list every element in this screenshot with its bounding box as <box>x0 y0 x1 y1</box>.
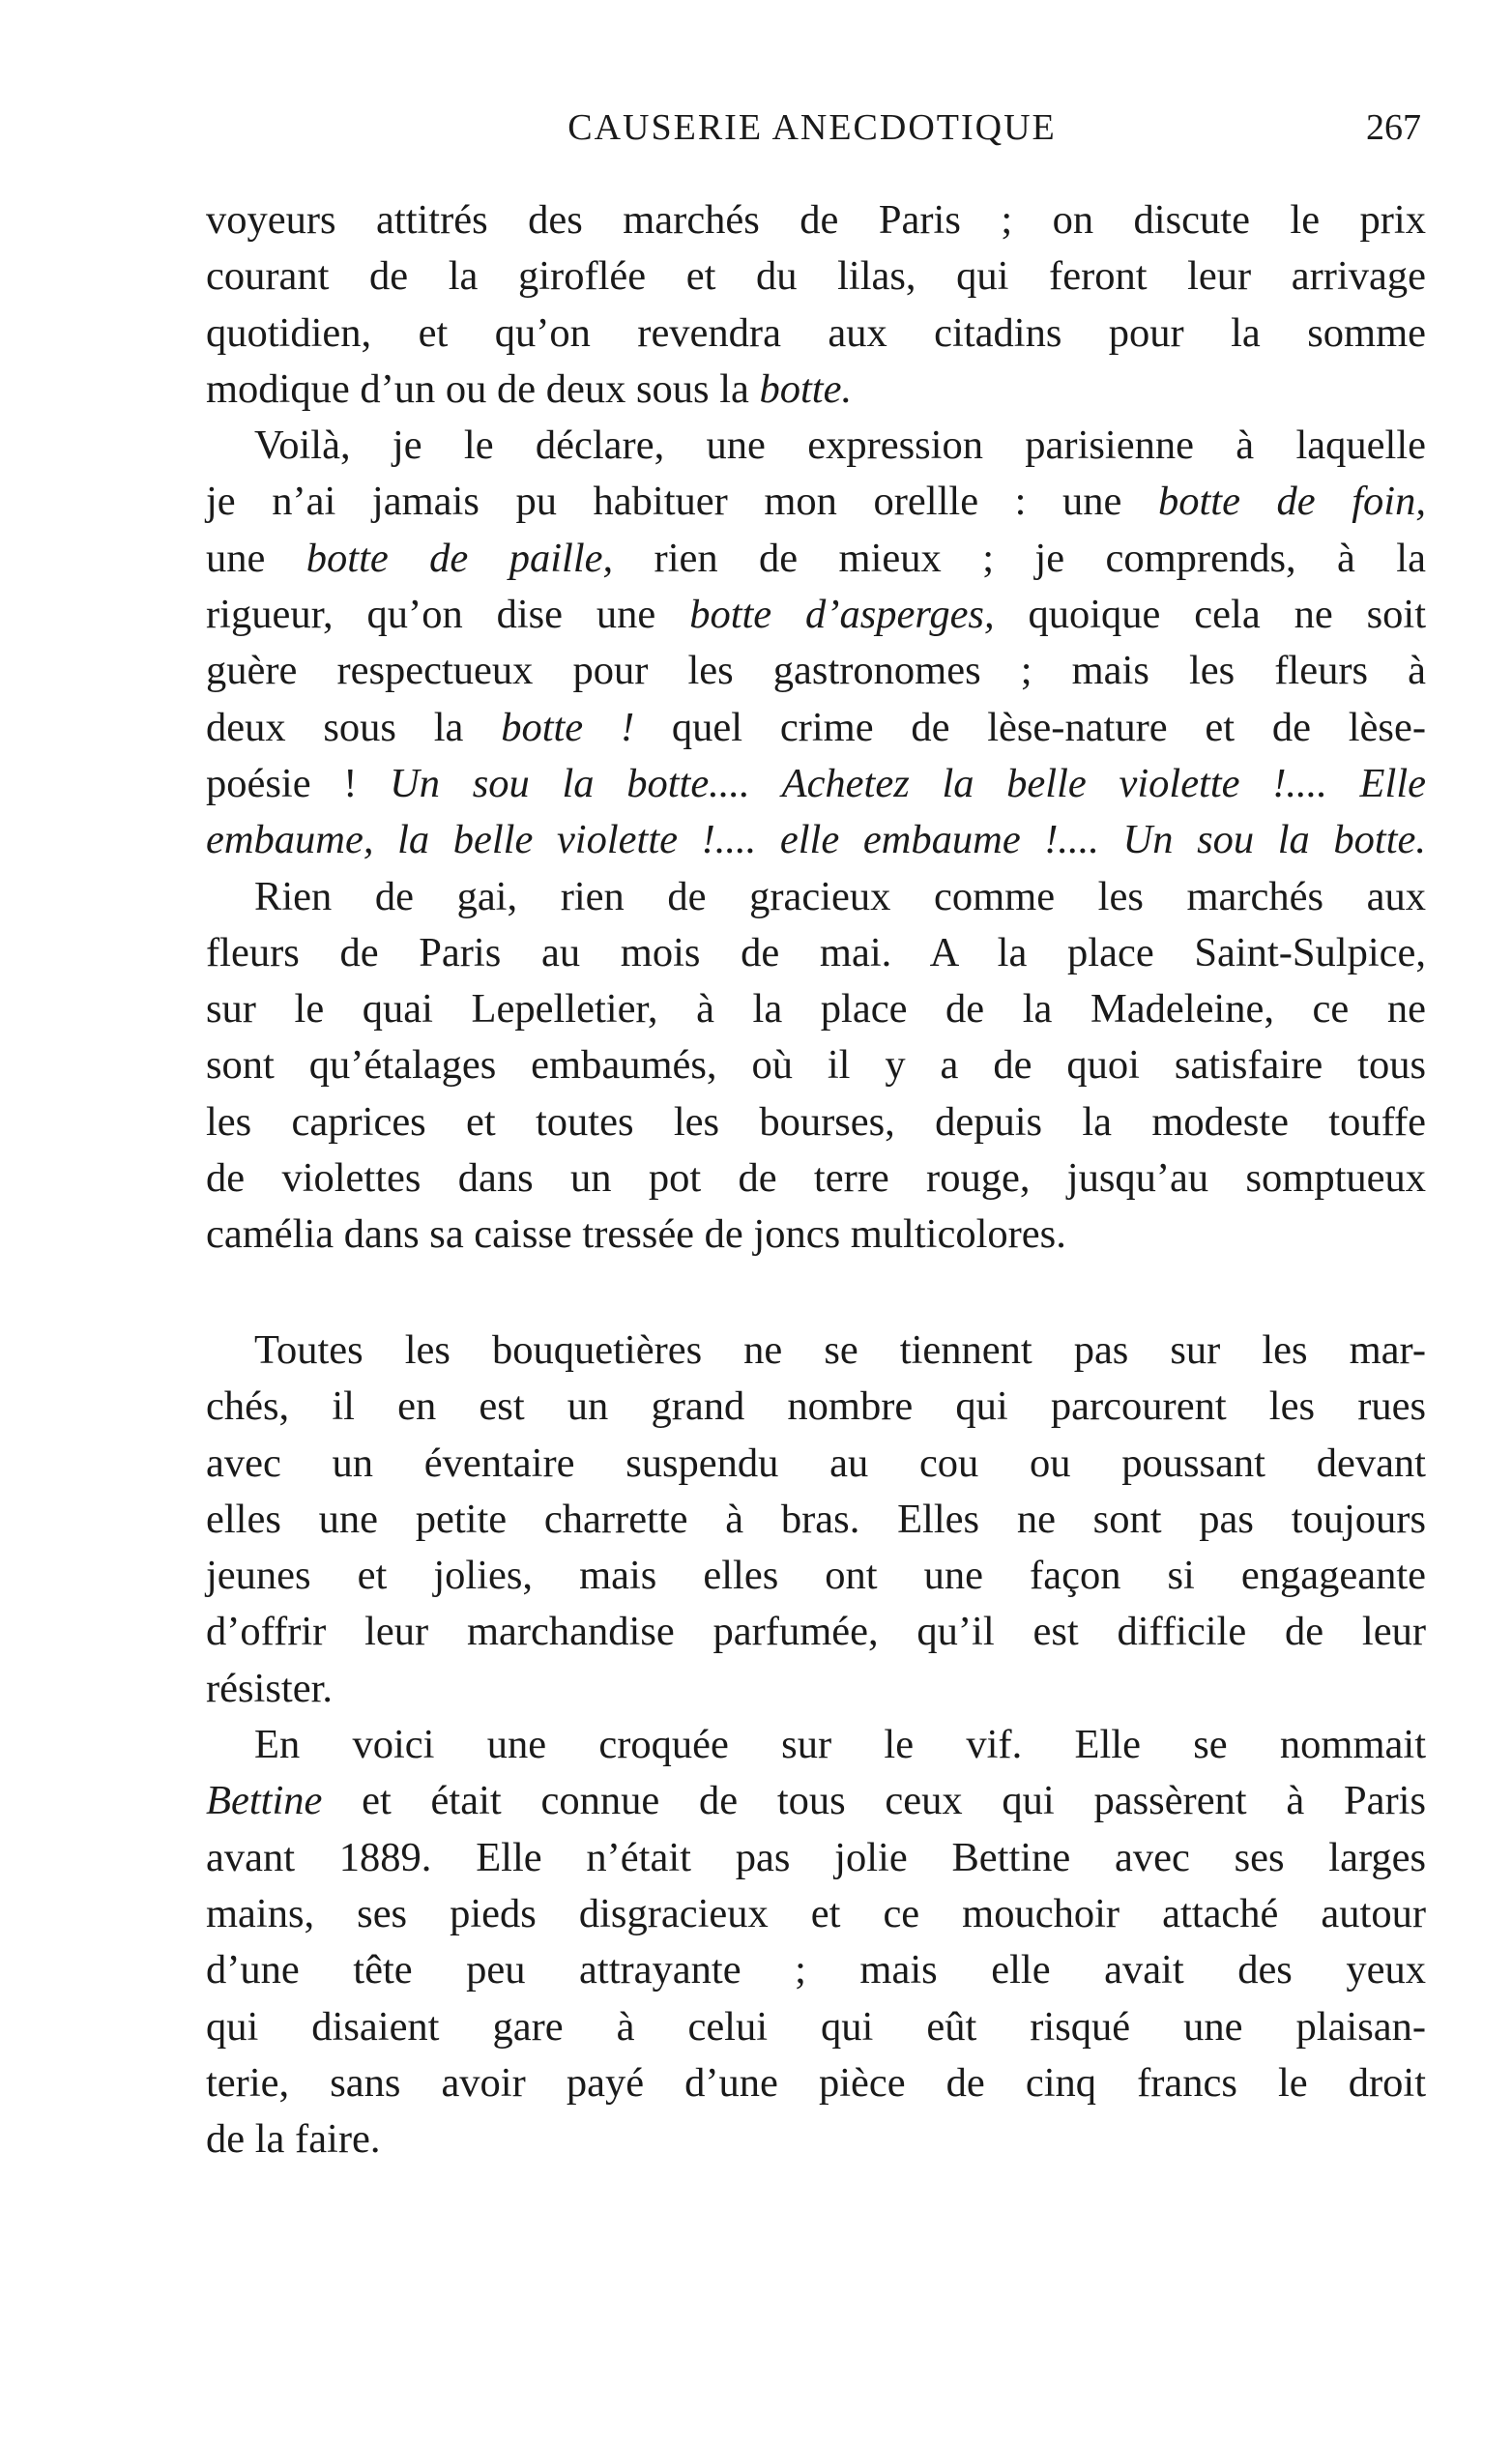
text-line <box>206 925 1426 981</box>
text-segment: deux sous la <box>206 704 502 750</box>
text-line <box>206 1773 1426 1829</box>
text-line <box>206 1548 1426 1604</box>
text-line <box>206 869 1426 925</box>
italic-text: Un sou la botte.... Achetez la belle violette !.... Elle <box>390 760 1426 806</box>
text-line <box>206 1379 1426 1435</box>
text-segment: camélia dans sa caisse tressée de joncs multicolores. <box>206 1211 1066 1258</box>
text-segment: rigueur, qu’on dise une <box>206 592 690 638</box>
italic-text: botte de paille, <box>305 535 614 581</box>
text-block-lower <box>206 1323 1426 2168</box>
italic-text: embaume, la belle violette !.... elle embaume !.... Un sou la botte. <box>206 817 1426 863</box>
text-segment: jeunes et jolies, mais elles ont une façon si engageante <box>206 1553 1426 1599</box>
text-segment: sont qu’étalages embaumés, où il y a de quoi satisfaire tous <box>206 1042 1426 1089</box>
text-line <box>206 1717 1426 1773</box>
text-segment: Voilà, je le déclare, une expression parisienne à laquelle <box>254 422 1426 469</box>
text-line <box>206 756 1426 812</box>
text-segment: les caprices et toutes les bourses, depuis la modeste touffe <box>206 1098 1426 1145</box>
text-line <box>206 248 1426 305</box>
text-line <box>206 192 1426 248</box>
text-line <box>206 362 1426 418</box>
text-segment: courant de la giroflée et du lilas, qui feront leur arrivage <box>206 253 1426 300</box>
text-line <box>206 1436 1426 1492</box>
text-segment: résister. <box>206 1665 334 1711</box>
text-segment: je n’ai jamais pu habituer mon orellle : une <box>206 479 1158 525</box>
running-title: CAUSERIE ANECDOTIQUE <box>567 107 1057 148</box>
text-line <box>206 812 1426 868</box>
text-segment: d’une tête peu attrayante ; mais elle avait des yeux <box>206 1947 1426 1993</box>
text-segment: guère respectueux pour les gastronomes ; mais les fleurs à <box>206 648 1426 694</box>
text-line <box>206 700 1426 756</box>
text-segment: quotidien, et qu’on revendra aux citadins pour la somme <box>206 309 1426 356</box>
text-segment: Rien de gai, rien de gracieux comme les marchés aux <box>254 873 1426 919</box>
text-segment: modique d’un ou de deux sous la <box>206 365 760 412</box>
text-line <box>206 1094 1426 1150</box>
text-line <box>206 1942 1426 1998</box>
page-header <box>203 106 1421 164</box>
text-segment: rien de mieux ; je comprends, à la <box>613 535 1426 581</box>
text-segment: En voici une croquée sur le vif. Elle se nommait <box>254 1722 1426 1768</box>
text-segment: voyeurs attitrés des marchés de Paris ; on discute le prix <box>206 197 1426 243</box>
text-segment: d’offrir leur marchandise parfumée, qu’il est difficile de leur <box>206 1609 1426 1655</box>
italic-text: botte de foin, <box>1157 479 1426 525</box>
text-line <box>206 643 1426 699</box>
text-segment: de violettes dans un pot de terre rouge, jusqu’au somptueux <box>206 1155 1426 1202</box>
text-segment: terie, sans avoir payé d’une pièce de cinq francs le droit <box>206 2059 1426 2106</box>
text-segment: qui disaient gare à celui qui eût risqué une plaisan- <box>206 2003 1426 2050</box>
italic-text: Bettine <box>206 1778 323 1824</box>
italic-text: botte d’asperges, <box>689 592 995 638</box>
text-segment: sur le quai Lepelletier, à la place de la Madeleine, ce ne <box>206 986 1426 1033</box>
text-segment: chés, il en est un grand nombre qui parcourent les rues <box>206 1383 1426 1430</box>
text-segment: de la faire. <box>206 2116 381 2163</box>
text-line <box>206 1999 1426 2055</box>
text-line <box>206 587 1426 643</box>
text-segment: une <box>206 535 306 581</box>
text-line <box>206 1886 1426 1942</box>
text-line <box>206 2111 1426 2168</box>
text-line <box>206 418 1426 474</box>
text-segment: elles une petite charrette à bras. Elles ne sont pas toujours <box>206 1496 1426 1542</box>
text-line <box>206 531 1426 587</box>
text-line <box>206 474 1426 530</box>
text-line <box>206 1492 1426 1548</box>
text-line <box>206 1150 1426 1207</box>
text-line <box>206 1323 1426 1379</box>
text-segment: avec un éventaire suspendu au cou ou poussant devant <box>206 1440 1426 1486</box>
text-segment: et était connue de tous ceux qui passèrent à Paris <box>322 1778 1426 1824</box>
text-segment: fleurs de Paris au mois de mai. A la place Saint-Sulpice, <box>206 929 1426 975</box>
text-block-upper <box>206 192 1426 1264</box>
italic-text: botte ! <box>501 704 635 750</box>
text-segment: quel crime de lèse-nature et de lèse- <box>634 704 1426 750</box>
text-line <box>206 2055 1426 2111</box>
text-line <box>206 981 1426 1037</box>
text-line <box>206 1604 1426 1660</box>
text-line <box>206 1037 1426 1093</box>
text-segment: Toutes les bouquetières ne se tiennent pas sur les mar- <box>254 1327 1426 1373</box>
italic-text: botte. <box>759 365 853 412</box>
text-segment: quoique cela ne soit <box>994 592 1426 638</box>
text-segment: mains, ses pieds disgracieux et ce mouchoir attaché autour <box>206 1890 1426 1936</box>
text-segment: avant 1889. Elle n’était pas jolie Bettine avec ses larges <box>206 1834 1426 1880</box>
text-line <box>206 1661 1426 1717</box>
text-line <box>206 1207 1426 1263</box>
page-number: 267 <box>1366 107 1421 148</box>
text-segment: poésie ! <box>206 760 391 806</box>
text-line <box>206 306 1426 362</box>
text-line <box>206 1830 1426 1886</box>
